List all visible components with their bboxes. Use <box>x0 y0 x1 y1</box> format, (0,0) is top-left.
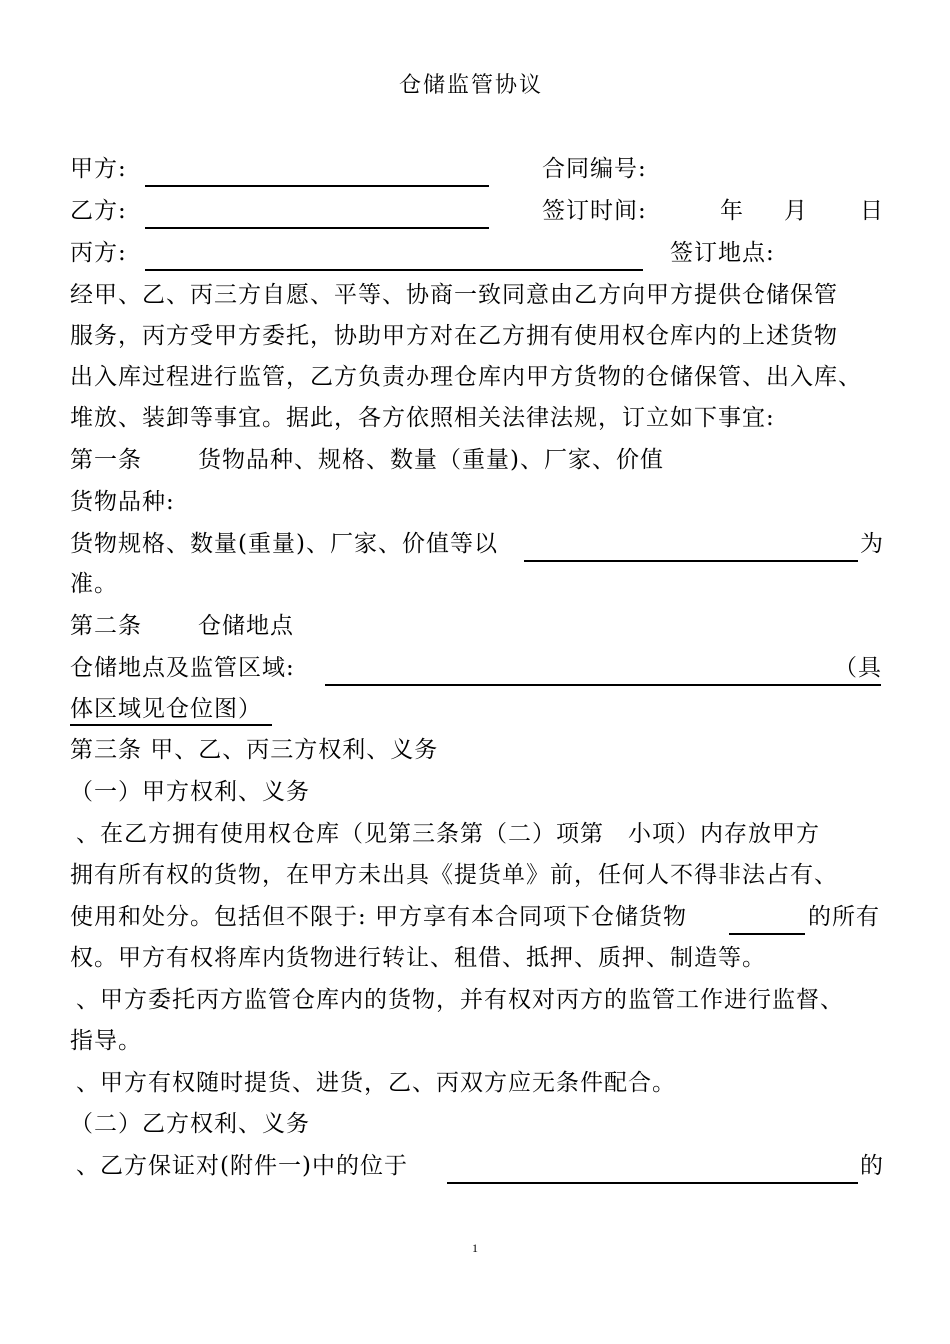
sign-time-label: 签订时间: <box>542 198 647 224</box>
party-c-label: 丙方: <box>70 240 127 266</box>
goods-variety-label: 货物品种: <box>70 489 175 515</box>
clause-text: 的 <box>860 1153 884 1179</box>
party-a-blank[interactable] <box>145 185 489 187</box>
storage-location-end: 体区域见仓位图） <box>70 696 262 722</box>
party-a-rights-heading: （一）甲方权利、义务 <box>70 779 310 805</box>
page-number: 1 <box>472 1241 479 1255</box>
article-1-number: 第一条 <box>70 447 142 473</box>
clause-text: 权。甲方有权将库内货物进行转让、租借、抵押、质押、制造等。 <box>70 945 766 971</box>
goods-spec-suffix: 为 <box>860 531 884 557</box>
sign-day: 日 <box>860 198 884 224</box>
storage-location-blank[interactable] <box>325 684 881 686</box>
document-title: 仓储监管协议 <box>399 73 544 98</box>
party-b-rights-heading: （二）乙方权利、义务 <box>70 1111 310 1137</box>
clause-text: 、在乙方拥有使用权仓库（见第三条第（二）项第 小项）内存放甲方 <box>76 821 820 847</box>
party-c-blank[interactable] <box>145 269 643 271</box>
clause-text: 使用和处分。包括但不限于: 甲方享有本合同项下仓储货物 <box>70 904 688 930</box>
article-2-number: 第二条 <box>70 613 142 639</box>
warehouse-location-blank[interactable] <box>447 1182 858 1184</box>
storage-location-suffix: （具 <box>834 655 882 681</box>
contract-no-label: 合同编号: <box>542 156 647 182</box>
ownership-blank[interactable] <box>729 933 805 935</box>
sign-year: 年 <box>720 198 744 224</box>
intro-line: 堆放、装卸等事宜。据此，各方依照相关法律法规，订立如下事宜: <box>70 405 775 431</box>
intro-line: 出入库过程进行监管，乙方负责办理仓库内甲方货物的仓储保管、出入库、 <box>70 364 862 390</box>
clause-text: 、甲方有权随时提货、进货，乙、丙双方应无条件配合。 <box>76 1070 676 1096</box>
storage-location-label: 仓储地点及监管区域: <box>70 655 295 681</box>
sign-month: 月 <box>784 198 808 224</box>
goods-spec-blank[interactable] <box>524 560 858 562</box>
clause-text: 拥有所有权的货物，在甲方未出具《提货单》前，任何人不得非法占有、 <box>70 862 838 888</box>
goods-spec-end: 准。 <box>70 571 118 597</box>
article-1-heading: 货物品种、规格、数量（重量)、厂家、价值 <box>198 447 664 473</box>
clause-text: 、甲方委托丙方监管仓库内的货物，并有权对丙方的监管工作进行监督、 <box>76 987 844 1013</box>
intro-line: 服务，丙方受甲方委托，协助甲方对在乙方拥有使用权仓库内的上述货物 <box>70 323 838 349</box>
storage-location-end-underline <box>70 724 272 726</box>
intro-line: 经甲、乙、丙三方自愿、平等、协商一致同意由乙方向甲方提供仓储保管 <box>70 282 838 308</box>
article-3-heading: 第三条 甲、乙、丙三方权利、义务 <box>70 737 439 763</box>
party-b-blank[interactable] <box>145 227 489 229</box>
sign-place-label: 签订地点: <box>670 240 775 266</box>
article-2-heading: 仓储地点 <box>198 613 294 639</box>
party-a-label: 甲方: <box>70 156 127 182</box>
clause-text: 、乙方保证对(附件一)中的位于 <box>76 1153 408 1179</box>
party-b-label: 乙方: <box>70 198 127 224</box>
goods-spec-text: 货物规格、数量(重量)、厂家、价值等以 <box>70 531 498 557</box>
clause-text: 的所有 <box>808 904 880 930</box>
clause-text: 指导。 <box>70 1028 142 1054</box>
